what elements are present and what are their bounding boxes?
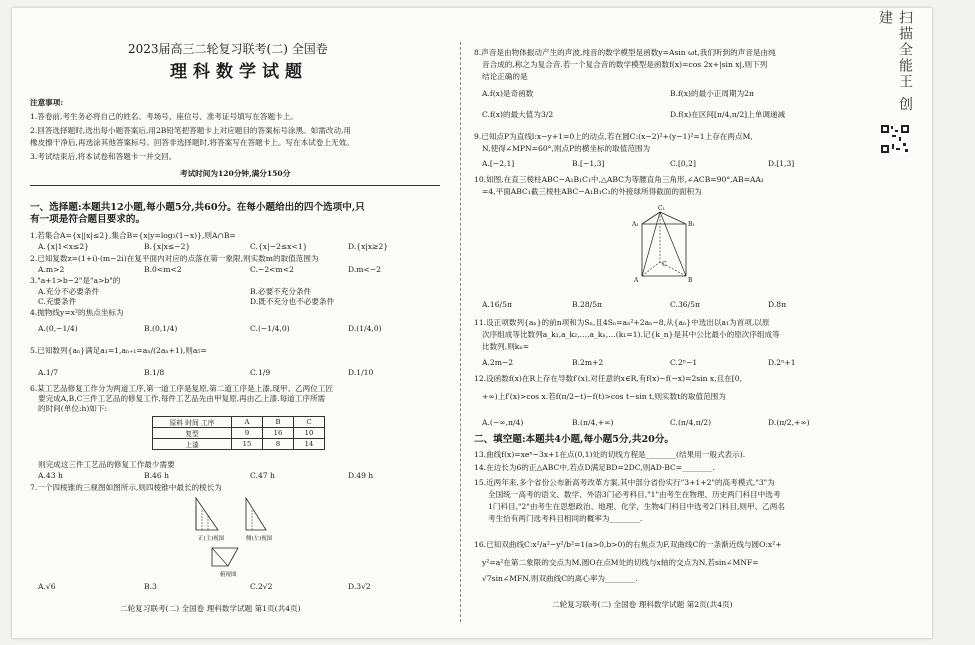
notes-title: 注意事项: <box>30 98 64 107</box>
table-cell: 16 <box>263 428 294 439</box>
q14-stem: 14.在边长为6的正△ABC中,若点D满足BD=2DC,则AD·BC=________. <box>474 463 715 472</box>
q8-option: A.f(x)是奇函数 <box>482 89 534 98</box>
q16-stem: 16.已知双曲线C:x²/a²−y²/b²=1(a>0,b>0)的右焦点为F,双曲线C的一条渐近线与圆O:x²+ <box>474 540 782 549</box>
right-page-footer: 二轮复习联考(二) 全国卷 理科数学试题 第2页(共4页) <box>552 600 733 609</box>
table-cell: 10 <box>294 428 325 439</box>
q2-option: B.0<m<2 <box>144 265 182 274</box>
q6-stem: 的时间(单位:h)如下: <box>38 404 108 413</box>
q9-option: C.[0,2] <box>670 159 696 168</box>
q6-tail: 则完成这三件工艺品的修复工作最少需要 <box>38 460 175 469</box>
right-page <box>474 8 926 638</box>
q12-stem: 12.设函数f(x)在R上存在导数f′(x),对任意的x∈R,有f(x)−f(−x)=2sin x,且在[0, <box>474 374 742 383</box>
fig-label: B <box>688 277 693 284</box>
q10-option: B.28/5π <box>572 300 603 309</box>
q15-stem: 15.近两年来,多个省份公布新高考改革方案,其中部分省份实行"3+1+2"的高考模式,"3"为 <box>474 478 775 487</box>
q8-option: B.f(x)的最小正周期为2π <box>670 89 754 98</box>
left-page <box>20 8 452 638</box>
table-cell: 复型 <box>153 428 232 439</box>
q13-stem: 13.曲线f(x)=xeˣ−3x+1在点(0,1)处的切线方程是________(结果用一般式表示). <box>474 450 746 459</box>
q12-option: C.(π/4,π/2) <box>670 418 712 427</box>
q10-option: A.16/5π <box>482 300 512 309</box>
q6-option: B.46 h <box>144 471 169 480</box>
table-row <box>153 439 325 450</box>
q11-option: B.2m+2 <box>572 358 604 367</box>
q15-stem: 考生恰有两门选考科目相同的概率为________. <box>488 514 643 523</box>
q6-option: D.49 h <box>348 471 374 480</box>
scanner-watermark: 扫描全能王 创建 <box>877 10 913 113</box>
q4-option: A.(0,−1/4) <box>38 324 78 333</box>
q2-stem: 2.已知复数z=(1+i)·(m−2i)在复平面内对应的点落在第一象限,则实数m的取值范围为 <box>30 254 319 263</box>
q7-option: D.3√2 <box>348 582 371 591</box>
q3-option: B.必要不充分条件 <box>250 287 312 296</box>
q12-option: B.(π/4,+∞) <box>572 418 614 427</box>
q9-option: D.[1,3] <box>768 159 795 168</box>
table-cell: 8 <box>263 439 294 450</box>
q9-option: A.[−2,1] <box>482 159 515 168</box>
table-row <box>153 428 325 439</box>
q8-stem: 8.声音是由物体振动产生的声波,纯音的数学模型是函数y=Asin ωt,我们听到的声音是由纯 <box>474 48 776 57</box>
q16-stem: y²=a²在第二象限的交点为M,圆O在点M处的切线与x轴的交点为N,若sin∠MNF= <box>482 558 759 567</box>
q3-option: A.充分不必要条件 <box>38 287 100 296</box>
q2-option: A.m>2 <box>38 265 65 274</box>
q10-option: D.8π <box>768 300 787 309</box>
front-view-label: 正(主)视图 <box>198 536 225 542</box>
exam-paper <box>12 8 932 638</box>
q8-option: D.f(x)在区间[π/4,π/2]上单调递减 <box>670 110 786 119</box>
q1-option: B.{x|x≤−2} <box>144 242 191 251</box>
table-header: C <box>294 417 325 428</box>
left-page-footer: 二轮复习联考(二) 全国卷 理科数学试题 第1页(共4页) <box>120 604 301 613</box>
q5-option: A.1/7 <box>38 368 59 377</box>
q7-option: C.2√2 <box>250 582 273 591</box>
q12-stem: +∞)上f′(x)>cos x.若f(π/2−t)−f(t)>cos t−sin t,则实数t的取值范围为 <box>482 392 726 401</box>
fig-label: A <box>634 277 639 284</box>
q8-stem: 音合成的,称之为复合音.若一个复合音的数学模型是函数f(x)=cos 2x+|sin x|,则下列 <box>482 60 768 69</box>
fig-label: B₁ <box>688 221 695 228</box>
fig-label: A₁ <box>632 221 639 228</box>
q7-option: A.√6 <box>38 582 56 591</box>
q8-stem: 结论正确的是 <box>482 72 528 81</box>
q1-option: C.{x|−2≤x<1} <box>250 242 308 251</box>
section2-heading: 二、填空题:本题共4小题,每小题5分,共20分。 <box>474 434 675 445</box>
q11-option: A.2m−2 <box>482 358 514 367</box>
q4-stem: 4.抛物线y=x²的焦点坐标为 <box>30 308 124 317</box>
q11-stem: 比数列,则kₙ= <box>482 342 530 351</box>
table-header: 原料 时间 工序 <box>153 417 232 428</box>
q4-option: B.(0,1/4) <box>144 324 178 333</box>
q12-option: D.(π/2,+∞) <box>768 418 810 427</box>
q5-option: D.1/10 <box>348 368 374 377</box>
q7-option: B.3 <box>144 582 157 591</box>
q9-option: B.[−1,3] <box>572 159 605 168</box>
q10-option: C.36/5π <box>670 300 700 309</box>
top-view-label: 俯视图 <box>220 572 237 578</box>
table-cell: 15 <box>232 439 263 450</box>
q4-option: C.(−1/4,0) <box>250 324 290 333</box>
table-cell: 14 <box>294 439 325 450</box>
note-line: 3.考试结束后,将本试卷和答题卡一并交回。 <box>30 152 177 161</box>
table-header: B <box>263 417 294 428</box>
q2-option: D.m<−2 <box>348 265 381 274</box>
q10-stem: =4,平面ABC₁截三棱柱ABC−A₁B₁C₁的外接球所得截面的面积为 <box>482 187 702 196</box>
time-line: 考试时间为120分钟,满分150分 <box>180 169 291 178</box>
section1-heading: 一、选择题:本题共12小题,每小题5分,共60分。在每小题给出的四个选项中,只 <box>30 202 365 213</box>
exam-subtitle: 理科数学试题 <box>170 62 308 82</box>
q11-stem: 次序组成等比数列a_k₁,a_k₂,…,a_kₙ,…(k₁=1).记{k_n}是其中公比最小的原次序组成等 <box>482 330 780 339</box>
process-time-table <box>152 416 325 450</box>
q12-option: A.(−∞,π/4) <box>482 418 524 427</box>
note-line: 1.答卷前,考生务必将自己的姓名、考场号、座位号、准考证号填写在答题卡上。 <box>30 112 298 121</box>
prism-figure <box>634 204 704 284</box>
q5-option: B.1/8 <box>144 368 165 377</box>
section1-heading-2: 有一项是符合题目要求的。 <box>30 214 146 225</box>
table-cell: 9 <box>232 428 263 439</box>
q3-option: C.充要条件 <box>38 297 77 306</box>
q16-stem: √7sin∠MFN,则双曲线C的离心率为________. <box>482 574 638 583</box>
page-divider <box>460 42 461 622</box>
q6-option: A.43 h <box>38 471 63 480</box>
table-header: A <box>232 417 263 428</box>
table-cell: 上漆 <box>153 439 232 450</box>
q6-stem: 要完成A,B,C三件工艺品的修复工作,每件工艺品先由甲复原,再由乙上漆.每道工序所需 <box>38 394 326 403</box>
q1-option: A.{x|1<x≤2} <box>38 242 90 251</box>
rule <box>30 185 440 186</box>
fig-label: C <box>662 261 667 268</box>
q2-option: C.−2<m<2 <box>250 265 294 274</box>
q5-stem: 5.已知数列{aₙ}满足a₁=1,aₙ₊₁=aₙ/(2aₙ+1),则a₅= <box>30 346 207 355</box>
note-line: 2.回答选择题时,选出每小题答案后,用2B铅笔把答题卡上对应题目的答案标号涂黑。如需改动,用 <box>30 126 352 135</box>
q15-stem: 全国统一高考的语文、数学、外语3门必考科目,"1"由考生在物理、历史两门科目中选考 <box>488 490 781 499</box>
note-line: 橡皮擦干净后,再选涂其他答案标号。回答非选择题时,将答案写在答题卡上。写在本试卷上无效。 <box>30 138 354 147</box>
q7-stem: 7.一个四棱锥的三视图如图所示,则四棱锥中最长的棱长为 <box>30 483 222 492</box>
q6-stem: 6.某工艺品修复工作分为两道工序,第一道工序是复原,第二道工序是上漆,现甲、乙两位工匠 <box>30 384 334 393</box>
exam-title: 2023届高三二轮复习联考(二) 全国卷 <box>128 42 328 56</box>
q15-stem: 1门科目,"2"由考生在思想政治、地理、化学、生物4门科目中选考2门科目,则甲、乙两名 <box>488 502 785 511</box>
q9-stem: N,使得∠MPN=60°,则点P的横坐标的取值范围为 <box>482 144 651 153</box>
fig-label: C₁ <box>658 205 665 212</box>
q10-stem: 10.如图,在直三棱柱ABC−A₁B₁C₁中,△ABC为等腰直角三角形,∠ACB=90°,AB=AA₁ <box>474 175 764 184</box>
q4-option: D.(1/4,0) <box>348 324 382 333</box>
table-header-row <box>153 417 325 428</box>
q9-stem: 9.已知点P为直线l:x−y+1=0上的动点,若在圆C:(x−2)²+(y−1)²=1上存在两点M, <box>474 132 753 141</box>
q3-stem: 3."a+1>b−2"是"a>b"的 <box>30 276 121 285</box>
q8-option: C.f(x)的最大值为3/2 <box>482 110 554 119</box>
side-view-label: 侧(左)视图 <box>246 536 273 542</box>
q5-option: C.1/9 <box>250 368 271 377</box>
q6-option: C.47 h <box>250 471 275 480</box>
q11-option: D.2ⁿ+1 <box>768 358 796 367</box>
q1-stem: 1.若集合A={x||x|≤2},集合B={x|y=log₂(1−x)},则A∩B= <box>30 231 236 240</box>
q3-option: D.既不充分也不必要条件 <box>250 297 335 306</box>
q11-stem: 11.设正项数列{aₙ}的前n项和为Sₙ,且4Sₙ=aₙ²+2aₙ−8,从{aₙ}中选出以a₁为首项,以原 <box>474 318 770 327</box>
q1-option: D.{x|x≥2} <box>348 242 389 251</box>
qr-code-icon <box>880 124 910 154</box>
q11-option: C.2ⁿ−1 <box>670 358 698 367</box>
